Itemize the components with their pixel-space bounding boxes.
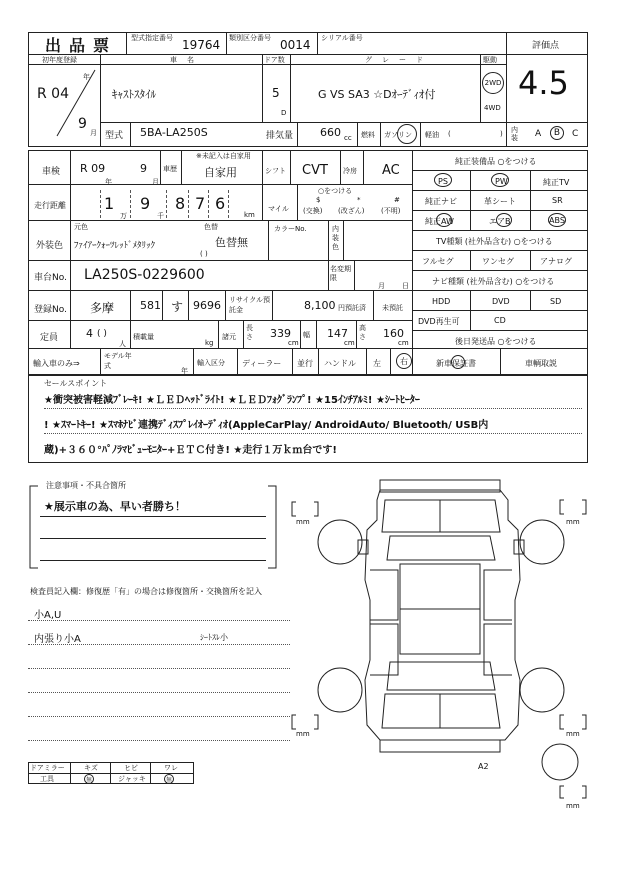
mm-label-rl: mm xyxy=(296,730,310,738)
inspector-label: 検査員記入欄：修復歴「有」の場合は修復箇所・交換箇所を記入 xyxy=(30,587,262,596)
drive-4wd: 4WD xyxy=(484,104,501,112)
width-value: 147 xyxy=(327,327,348,340)
chassis-label: 車台No. xyxy=(34,273,67,283)
first-reg-era: R 04 xyxy=(37,86,69,102)
capacity-label: 定員 xyxy=(40,333,59,343)
shift-value: CVT xyxy=(302,163,328,178)
car-damage-diagram xyxy=(290,470,600,800)
color-orig-value: ﾌｧｲｱｰｸｫｰﾂﾚｯﾄﾞﾒﾀﾘｯｸ xyxy=(74,241,156,251)
length-value: 339 xyxy=(270,327,291,340)
mm-label-fr: mm xyxy=(566,518,580,526)
drive-2wd-circle: 2WD xyxy=(482,72,504,94)
notes-bracket xyxy=(28,482,278,572)
notes-text: ★展示車の為、早い者勝ち！ xyxy=(44,500,186,513)
inspection-label: 車検 xyxy=(42,167,61,177)
capacity-value: 4 xyxy=(86,327,93,340)
notes-label: 注意事項・不具合箇所 xyxy=(46,481,126,490)
mileage-d1: 1 xyxy=(104,194,115,213)
inspector-line-1: 小A,U xyxy=(34,610,62,621)
fuel-label: 燃料 xyxy=(361,131,375,139)
reg-kana: す xyxy=(171,300,184,314)
inspection-month: 9 xyxy=(140,162,147,175)
mileage-d2: 9 xyxy=(140,194,151,213)
color-label: 外装色 xyxy=(36,241,64,251)
height-value: 160 xyxy=(383,327,404,340)
mileage-d3: 8 xyxy=(175,194,186,213)
mileage-label: 走行距離 xyxy=(34,201,66,210)
inspector-line-2b: ｼｰﾄｽﾚ小 xyxy=(200,633,228,642)
mileage-d4: 7 xyxy=(195,194,206,213)
mm-label-fl: mm xyxy=(296,518,310,526)
serial-label: シリアル番号 xyxy=(321,34,363,42)
equip-title: 純正装備品 ○をつける xyxy=(455,157,537,166)
mm-label-rr: mm xyxy=(566,730,580,738)
registration-label: 登録No. xyxy=(34,305,67,315)
displacement-value: 660 xyxy=(320,126,341,139)
model-label: 型式 xyxy=(105,131,124,141)
reg-class: 581 xyxy=(140,299,161,312)
mileage-d5: 6 xyxy=(215,194,226,213)
ac-label: 冷房 xyxy=(343,167,357,175)
chassis-value: LA250S-0229600 xyxy=(84,267,205,283)
grade-label: グレード xyxy=(365,56,433,64)
score-label: 評価点 xyxy=(532,41,560,51)
recycle-value: 8,100 xyxy=(304,299,336,312)
mile-label: マイル xyxy=(268,205,289,213)
import-label: 輸入車のみ⇒ xyxy=(33,359,80,368)
sales-line-1: ★衝突被害軽減ﾌﾞﾚｰｷ! ★ＬＥＤﾍｯﾄﾞﾗｲﾄ! ★ＬＥＤﾌｫｸﾞﾗﾝﾌﾟ! ★15ｲﾝﾁｱﾙﾐ! ★ｼｰﾄﾋｰﾀｰ xyxy=(44,395,420,406)
doors-label: ドア数 xyxy=(264,56,285,64)
class-no-label: 類別区分番号 xyxy=(229,34,271,42)
inspector-line-2a: 内張り小A xyxy=(34,634,81,645)
fuel-diesel: 軽油 xyxy=(425,131,439,139)
ac-value: AC xyxy=(382,163,400,178)
type-no-label: 型式指定番号 xyxy=(131,34,173,42)
damage-code-a2: A2 xyxy=(478,762,489,771)
grade-value: G VS SA3 ☆Dｵｰﾃﾞｨｵ付 xyxy=(318,88,436,101)
sales-line-2: ! ★ｽﾏｰﾄｷｰ! ★ｽﾏﾎﾅﾋﾞ連携ﾃﾞｨｽﾌﾟﾚｲｵｰﾃﾞｨｵ(AppleCarPlay/ AndroidAuto/ Bluetooth/ USB内 xyxy=(44,420,489,431)
class-no-value: 0014 xyxy=(280,38,311,52)
displacement-label: 排気量 xyxy=(266,131,294,141)
sales-label: セールスポイント xyxy=(44,379,108,388)
shift-label: シフト xyxy=(265,167,286,175)
car-name-value: ｷｬｽﾄｽﾀｲﾙ xyxy=(112,88,156,101)
first-reg-label: 初年度登録 xyxy=(42,56,77,64)
model-value: 5BA-LA250S xyxy=(140,126,208,139)
car-name-label: 車名 xyxy=(170,56,204,64)
type-no-value: 19764 xyxy=(182,38,221,52)
sales-line-3: 蔵)+３６０°ﾊﾟﾉﾗﾏﾋﾞｭｰﾓﾆﾀｰ+ＥＴＣ付き! ★走行１万ｋｍ台です! xyxy=(44,445,337,456)
reg-region: 多摩 xyxy=(90,301,115,315)
form-title: 出品票 xyxy=(45,36,118,55)
score-value: 4.5 xyxy=(518,64,569,102)
reg-number: 9696 xyxy=(193,299,221,312)
interior-b-circle: B xyxy=(550,126,564,140)
first-reg-month: 9 xyxy=(78,116,87,132)
interior-label: 内装 xyxy=(511,126,518,142)
drive-label: 駆動 xyxy=(483,56,497,64)
inspection-era: R 09 xyxy=(80,162,106,175)
usage-value: 自家用 xyxy=(204,166,237,179)
usage-note: ※未記入は自家用 xyxy=(196,152,251,160)
usage-label: 車歴 xyxy=(163,165,177,173)
fuel-gas: ガソリン xyxy=(384,131,412,139)
doors-value: 5 xyxy=(272,86,280,100)
color-change-value: 色替無 xyxy=(215,236,248,249)
handle-right-circle: 右 xyxy=(396,353,412,369)
mm-label-spare: mm xyxy=(566,802,580,810)
